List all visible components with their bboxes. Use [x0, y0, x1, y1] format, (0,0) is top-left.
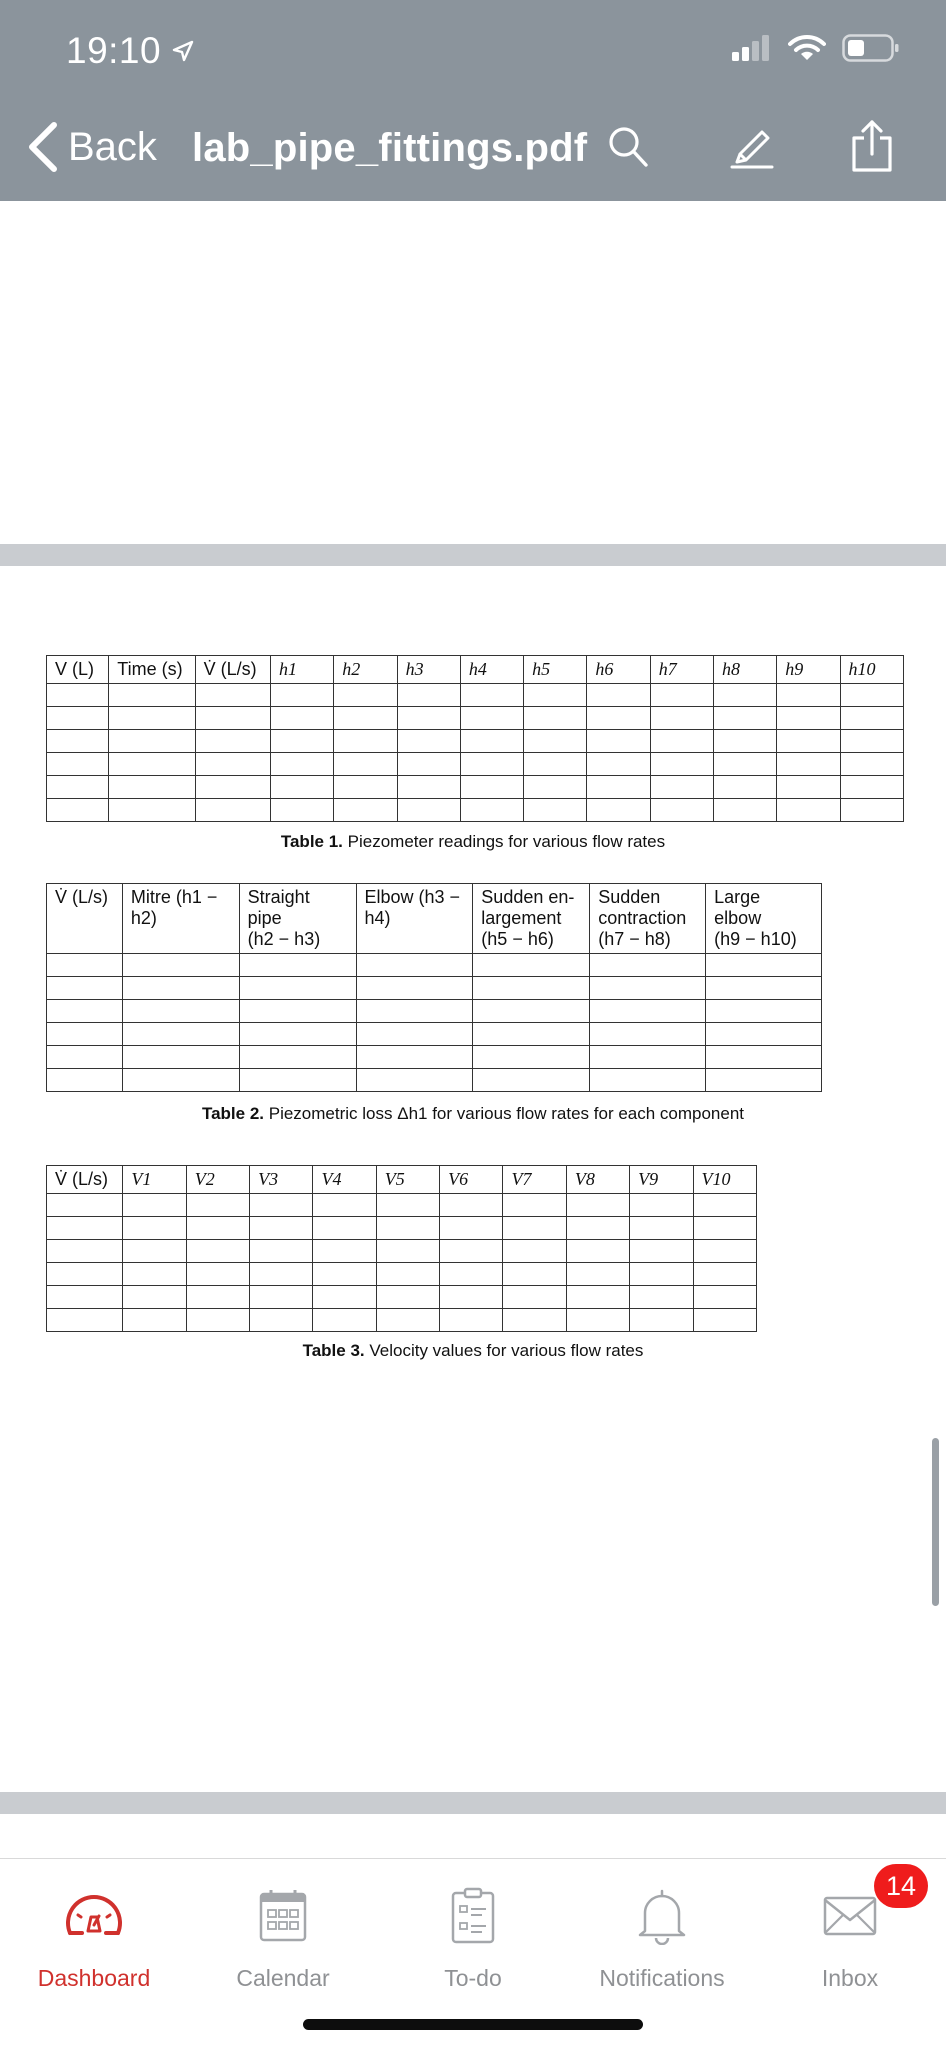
table-3-header: V9: [630, 1166, 693, 1194]
table-cell: [376, 1217, 439, 1240]
table-3-header: V6: [440, 1166, 503, 1194]
table-cell: [109, 776, 195, 799]
table-cell: [473, 977, 590, 1000]
table-cell: [630, 1286, 693, 1309]
table-cell: [123, 1263, 186, 1286]
table-cell: [271, 707, 334, 730]
table-cell: [313, 1263, 376, 1286]
table-cell: [123, 1194, 186, 1217]
location-arrow-icon: [171, 39, 195, 63]
table-cell: [503, 1286, 566, 1309]
table-3-header-row: [47, 1166, 757, 1194]
table-cell: [250, 1194, 313, 1217]
wifi-icon: [788, 34, 826, 62]
table-row: [47, 684, 904, 707]
table-cell: [195, 684, 270, 707]
table-cell: [195, 799, 270, 822]
table-cell: [47, 1000, 123, 1023]
table-cell: [334, 684, 397, 707]
table-cell: [840, 799, 903, 822]
table-cell: [706, 1023, 822, 1046]
table-cell: [693, 1240, 756, 1263]
page-separator: [0, 544, 946, 566]
table-3-header: V1: [123, 1166, 186, 1194]
table-cell: [123, 1286, 186, 1309]
table-cell: [524, 730, 587, 753]
table-1-header-row: [47, 656, 904, 684]
table-row: [47, 707, 904, 730]
table-1-header: V̇ (L/s): [195, 656, 270, 684]
table-cell: [397, 707, 460, 730]
table-cell: [630, 1194, 693, 1217]
table-cell: [313, 1194, 376, 1217]
table-cell: [693, 1263, 756, 1286]
table-cell: [590, 977, 706, 1000]
table-cell: [777, 707, 840, 730]
table-1-header: h6: [587, 656, 650, 684]
table-cell: [186, 1217, 249, 1240]
table-cell: [650, 707, 713, 730]
table-cell: [587, 799, 650, 822]
table-cell: [109, 707, 195, 730]
table-cell: [250, 1286, 313, 1309]
table-cell: [334, 799, 397, 822]
table-cell: [313, 1240, 376, 1263]
table-cell: [460, 799, 523, 822]
table-3-header: V7: [503, 1166, 566, 1194]
table-cell: [122, 954, 239, 977]
table-cell: [109, 799, 195, 822]
table-cell: [123, 1240, 186, 1263]
home-indicator[interactable]: [303, 2019, 643, 2030]
table-cell: [706, 1000, 822, 1023]
table-cell: [460, 753, 523, 776]
table-cell: [777, 730, 840, 753]
table-cell: [376, 1263, 439, 1286]
tab-calendar[interactable]: [193, 1881, 373, 1992]
table-cell: [503, 1309, 566, 1332]
table-2: [46, 883, 822, 1092]
table-cell: [566, 1217, 629, 1240]
table-cell: [313, 1217, 376, 1240]
table-row: [47, 954, 822, 977]
table-2-header: Sudden contraction (h7 − h8): [590, 884, 706, 954]
table-3-header: V5: [376, 1166, 439, 1194]
table-cell: [777, 684, 840, 707]
table-1-header: h1: [271, 656, 334, 684]
table-row: [47, 776, 904, 799]
table-cell: [250, 1217, 313, 1240]
table-2-header: Mitre (h1 − h2): [122, 884, 239, 954]
table-cell: [713, 684, 776, 707]
table-cell: [566, 1309, 629, 1332]
table-cell: [250, 1263, 313, 1286]
table-cell: [123, 1217, 186, 1240]
status-time: 19:10: [66, 30, 195, 72]
table-cell: [706, 954, 822, 977]
table-cell: [566, 1240, 629, 1263]
table-cell: [650, 799, 713, 822]
table-cell: [123, 1309, 186, 1332]
table-cell: [122, 977, 239, 1000]
table-cell: [376, 1286, 439, 1309]
tab-todo[interactable]: [383, 1881, 563, 1992]
table-cell: [524, 776, 587, 799]
table-cell: [397, 684, 460, 707]
table-1-header: h3: [397, 656, 460, 684]
table-cell: [630, 1309, 693, 1332]
markup-pen-icon[interactable]: [728, 122, 776, 170]
table-cell: [376, 1309, 439, 1332]
table-cell: [47, 1194, 123, 1217]
table-cell: [47, 1309, 123, 1332]
table-cell: [503, 1217, 566, 1240]
table-cell: [693, 1217, 756, 1240]
table-3-caption: Table 3. Velocity values for various flow rates: [302, 1341, 644, 1360]
battery-icon: [842, 34, 900, 62]
table-row: [47, 1263, 757, 1286]
page-separator: [0, 1792, 946, 1814]
table-3-header: V3: [250, 1166, 313, 1194]
table-cell: [195, 753, 270, 776]
table-cell: [334, 753, 397, 776]
table-cell: [186, 1263, 249, 1286]
table-cell: [376, 1194, 439, 1217]
table-3-header: V8: [566, 1166, 629, 1194]
table-cell: [713, 753, 776, 776]
table-1-header: h4: [460, 656, 523, 684]
table-cell: [239, 1023, 356, 1046]
table-3-body: [47, 1194, 757, 1332]
share-icon[interactable]: [848, 118, 896, 174]
clipboard-checklist-icon: [450, 1887, 496, 1945]
table-cell: [440, 1263, 503, 1286]
table-row: [47, 1023, 822, 1046]
table-cell: [239, 1046, 356, 1069]
table-cell: [47, 1023, 123, 1046]
table-cell: [460, 776, 523, 799]
table-cell: [356, 977, 473, 1000]
table-cell: [587, 753, 650, 776]
table-cell: [713, 707, 776, 730]
table-cell: [713, 730, 776, 753]
search-icon[interactable]: [606, 124, 650, 170]
back-label: Back: [68, 124, 157, 169]
table-cell: [590, 1000, 706, 1023]
table-row: [47, 753, 904, 776]
tab-label: Dashboard: [37, 1965, 151, 1991]
table-cell: [356, 1000, 473, 1023]
table-cell: [706, 977, 822, 1000]
table-row: [47, 730, 904, 753]
table-cell: [840, 776, 903, 799]
nav-bar: [0, 118, 946, 188]
table-cell: [47, 1286, 123, 1309]
table-cell: [460, 730, 523, 753]
table-row: [47, 799, 904, 822]
table-cell: [313, 1286, 376, 1309]
table-cell: [356, 954, 473, 977]
pdf-page[interactable]: [0, 566, 946, 1792]
chevron-left-icon: [26, 122, 60, 172]
table-cell: [840, 753, 903, 776]
table-cell: [630, 1263, 693, 1286]
table-cell: [706, 1046, 822, 1069]
table-cell: [122, 1069, 239, 1092]
table-cell: [186, 1309, 249, 1332]
table-cell: [186, 1240, 249, 1263]
table-cell: [566, 1263, 629, 1286]
table-2-header: Large elbow (h9 − h10): [706, 884, 822, 954]
table-cell: [524, 753, 587, 776]
table-cell: [334, 776, 397, 799]
table-cell: [47, 753, 109, 776]
table-cell: [524, 799, 587, 822]
table-cell: [440, 1309, 503, 1332]
table-1-header: h7: [650, 656, 713, 684]
table-cell: [840, 707, 903, 730]
table-cell: [587, 776, 650, 799]
dashboard-gauge-icon: [64, 1895, 124, 1937]
table-cell: [566, 1194, 629, 1217]
table-cell: [47, 707, 109, 730]
table-cell: [250, 1309, 313, 1332]
table-cell: [239, 954, 356, 977]
table-cell: [440, 1217, 503, 1240]
table-cell: [503, 1263, 566, 1286]
table-row: [47, 1286, 757, 1309]
table-cell: [47, 1217, 123, 1240]
table-cell: [693, 1194, 756, 1217]
table-cell: [239, 1069, 356, 1092]
table-1-header: h10: [840, 656, 903, 684]
table-cell: [840, 684, 903, 707]
table-cell: [271, 684, 334, 707]
status-icons: [732, 34, 900, 62]
table-1-caption: Table 1. Piezometer readings for various flow rates: [280, 832, 666, 851]
table-cell: [313, 1309, 376, 1332]
table-cell: [109, 753, 195, 776]
table-cell: [271, 730, 334, 753]
table-1-header: h9: [777, 656, 840, 684]
table-1-header: V (L): [47, 656, 109, 684]
table-cell: [713, 776, 776, 799]
table-1-header: Time (s): [109, 656, 195, 684]
table-cell: [271, 776, 334, 799]
table-cell: [587, 730, 650, 753]
table-cell: [47, 977, 123, 1000]
table-cell: [590, 1046, 706, 1069]
table-cell: [47, 1263, 123, 1286]
table-cell: [713, 799, 776, 822]
table-3-header: V10: [693, 1166, 756, 1194]
table-cell: [440, 1286, 503, 1309]
table-cell: [587, 684, 650, 707]
table-cell: [473, 954, 590, 977]
table-cell: [109, 730, 195, 753]
table-2-header: Straight pipe (h2 − h3): [239, 884, 356, 954]
table-cell: [239, 1000, 356, 1023]
table-cell: [566, 1286, 629, 1309]
table-cell: [630, 1217, 693, 1240]
table-cell: [195, 730, 270, 753]
table-cell: [250, 1240, 313, 1263]
table-row: [47, 1046, 822, 1069]
table-cell: [376, 1240, 439, 1263]
table-cell: [460, 707, 523, 730]
table-3-header: V4: [313, 1166, 376, 1194]
tab-label: Notifications: [599, 1965, 725, 1991]
table-cell: [524, 707, 587, 730]
table-cell: [777, 799, 840, 822]
cellular-signal-icon: [732, 35, 772, 61]
table-cell: [397, 799, 460, 822]
table-cell: [473, 1023, 590, 1046]
top-bar: [0, 0, 946, 201]
table-cell: [109, 684, 195, 707]
table-1: [46, 655, 904, 822]
table-3-header: V̇ (L/s): [47, 1166, 123, 1194]
table-cell: [587, 707, 650, 730]
table-1-header: h2: [334, 656, 397, 684]
table-cell: [239, 977, 356, 1000]
table-2-header: Elbow (h3 − h4): [356, 884, 473, 954]
table-cell: [650, 753, 713, 776]
table-cell: [356, 1046, 473, 1069]
table-cell: [777, 753, 840, 776]
table-row: [47, 1217, 757, 1240]
table-row: [47, 1240, 757, 1263]
envelope-icon: [823, 1896, 877, 1936]
table-cell: [590, 1069, 706, 1092]
table-cell: [590, 954, 706, 977]
table-cell: [356, 1023, 473, 1046]
table-1-body: [47, 684, 904, 822]
table-cell: [503, 1194, 566, 1217]
table-cell: [397, 730, 460, 753]
table-row: [47, 1069, 822, 1092]
document-title: lab_pipe_fittings.pdf: [192, 126, 588, 170]
table-cell: [186, 1194, 249, 1217]
bell-icon: [635, 1887, 689, 1945]
table-cell: [473, 1000, 590, 1023]
table-cell: [693, 1309, 756, 1332]
table-cell: [47, 1240, 123, 1263]
table-cell: [271, 753, 334, 776]
table-cell: [195, 776, 270, 799]
table-cell: [650, 776, 713, 799]
inbox-badge: 14: [874, 1864, 928, 1908]
table-cell: [840, 730, 903, 753]
table-cell: [195, 707, 270, 730]
table-cell: [122, 1046, 239, 1069]
table-cell: [186, 1286, 249, 1309]
table-cell: [590, 1023, 706, 1046]
table-cell: [334, 707, 397, 730]
tab-notifications[interactable]: [572, 1881, 752, 1992]
table-row: [47, 977, 822, 1000]
table-1-header: h5: [524, 656, 587, 684]
scroll-indicator[interactable]: [932, 1438, 939, 1606]
table-cell: [356, 1069, 473, 1092]
table-cell: [271, 799, 334, 822]
table-cell: [47, 954, 123, 977]
pdf-page-previous: [0, 201, 946, 544]
table-cell: [777, 776, 840, 799]
table-2-body: [47, 954, 822, 1092]
table-cell: [650, 730, 713, 753]
tab-label: Calendar: [236, 1965, 330, 1991]
back-button[interactable]: [26, 122, 157, 172]
table-row: [47, 1194, 757, 1217]
table-cell: [524, 684, 587, 707]
table-cell: [650, 684, 713, 707]
table-row: [47, 1309, 757, 1332]
table-cell: [440, 1194, 503, 1217]
table-3: [46, 1165, 757, 1332]
table-2-header: Sudden en- largement (h5 − h6): [473, 884, 590, 954]
table-cell: [122, 1000, 239, 1023]
table-cell: [630, 1240, 693, 1263]
tab-label: To-do: [444, 1965, 502, 1991]
table-cell: [693, 1286, 756, 1309]
table-row: [47, 1000, 822, 1023]
table-cell: [706, 1069, 822, 1092]
table-cell: [460, 684, 523, 707]
tab-dashboard[interactable]: [4, 1881, 184, 1992]
table-2-caption: Table 2. Piezometric loss Δh1 for various flow rates for each component: [201, 1104, 745, 1123]
table-2-header-row: [47, 884, 822, 954]
table-3-header: V2: [186, 1166, 249, 1194]
table-cell: [47, 684, 109, 707]
table-cell: [47, 1046, 123, 1069]
table-cell: [473, 1046, 590, 1069]
table-cell: [47, 1069, 123, 1092]
table-1-header: h8: [713, 656, 776, 684]
table-cell: [122, 1023, 239, 1046]
table-cell: [397, 776, 460, 799]
table-cell: [473, 1069, 590, 1092]
table-cell: [334, 730, 397, 753]
tab-label: Inbox: [821, 1965, 879, 1991]
table-cell: [47, 776, 109, 799]
table-cell: [47, 730, 109, 753]
table-cell: [440, 1240, 503, 1263]
table-cell: [503, 1240, 566, 1263]
table-cell: [397, 753, 460, 776]
table-cell: [47, 799, 109, 822]
calendar-icon: [259, 1888, 307, 1944]
table-2-header: V̇ (L/s): [47, 884, 123, 954]
